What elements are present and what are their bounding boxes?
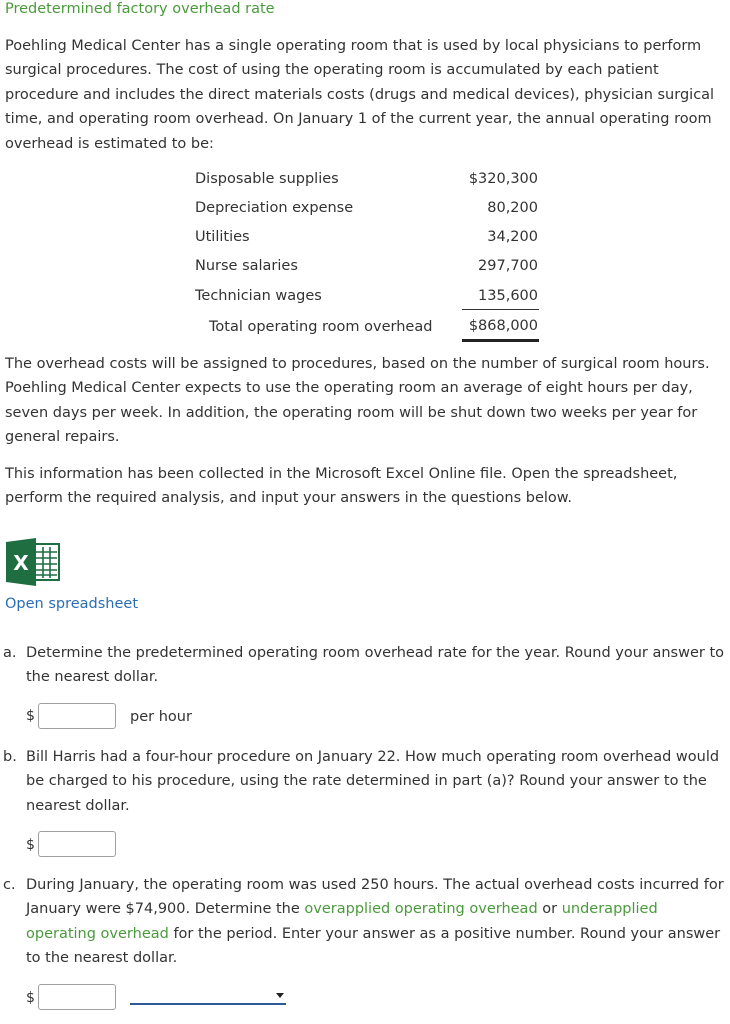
- question-c-text: [26, 873, 726, 971]
- question-a-text: Determine the predetermined operating room overhead rate for the year. Round your answer to the nearest dollar.: [26, 645, 725, 686]
- svg-text:X: X: [13, 551, 29, 575]
- subtotal-rule: [462, 309, 539, 310]
- question-a-unit: per hour: [130, 709, 192, 725]
- page-title: Predetermined factory overhead rate: [5, 1, 275, 17]
- question-c-applied-select[interactable]: [130, 987, 286, 1005]
- row-label-utilities: Utilities: [195, 229, 250, 245]
- open-spreadsheet-link[interactable]: Open spreadsheet: [5, 596, 139, 612]
- question-c-text-3: for the period. Enter your answer as a positive number. Round your answer to the nearest dollar.: [26, 925, 721, 967]
- question-c-text-2: or: [537, 901, 562, 918]
- total-label: Total operating room overhead: [209, 319, 433, 335]
- total-double-rule: [462, 339, 539, 342]
- allocation-paragraph: The overhead costs will be assigned to procedures, based on the number of surgical room hours. Poehling Medical Center expects to use the operating room an average of eight hours per day, seven days per week. In addition, the operating room will be shut down two weeks per year for general repairs.: [5, 356, 710, 446]
- chevron-down-icon: [276, 993, 284, 998]
- row-value-nurse-salaries: 297,700: [478, 258, 538, 274]
- question-c-answer-input[interactable]: [38, 984, 116, 1010]
- row-value-depreciation: 80,200: [487, 200, 538, 216]
- question-a-answer-input[interactable]: [38, 703, 116, 729]
- question-c-text-1: During January, the operating room was used 250 hours. The actual overhead costs incurred for January were $74,900. Determine the: [26, 877, 724, 918]
- row-value-utilities: 34,200: [487, 229, 538, 245]
- underapplied-term-link[interactable]: underapplied operating overhead: [26, 901, 658, 942]
- row-label-nurse-salaries: Nurse salaries: [195, 258, 298, 274]
- question-b-answer-input[interactable]: [38, 831, 116, 857]
- row-label-technician-wages: Technician wages: [195, 288, 322, 304]
- row-label-depreciation: Depreciation expense: [195, 200, 354, 216]
- excel-icon[interactable]: [6, 538, 60, 586]
- row-value-supplies: $320,300: [468, 171, 538, 187]
- question-c-currency: $: [26, 990, 35, 1006]
- row-label-supplies: Disposable supplies: [195, 171, 339, 187]
- overapplied-term-link[interactable]: overapplied operating overhead: [304, 901, 538, 918]
- question-b-letter: b.: [3, 749, 17, 765]
- intro-paragraph: Poehling Medical Center has a single operating room that is used by local physicians to perform surgical procedures. The cost of using the operating room is accumulated by each patient procedure and includes the direct materials costs (drugs and medical devices), physician surgical time, and operating room overhead. On January 1 of the current year, the annual operating room overhead is estimated to be:: [5, 38, 715, 152]
- total-value: $868,000: [468, 318, 538, 334]
- row-value-technician-wages: 135,600: [478, 288, 538, 304]
- question-b-text: Bill Harris had a four-hour procedure on January 22. How much operating room overhead would be charged to his procedure, using the rate determined in part (a)? Round your answer to the nearest dollar.: [26, 749, 720, 814]
- question-a-currency: $: [26, 708, 35, 724]
- question-c-letter: c.: [3, 877, 16, 893]
- question-b-currency: $: [26, 837, 35, 853]
- question-a-letter: a.: [3, 645, 17, 661]
- spreadsheet-paragraph: This information has been collected in the Microsoft Excel Online file. Open the spreadsheet, perform the required analysis, and input your answers in the questions below.: [5, 466, 678, 507]
